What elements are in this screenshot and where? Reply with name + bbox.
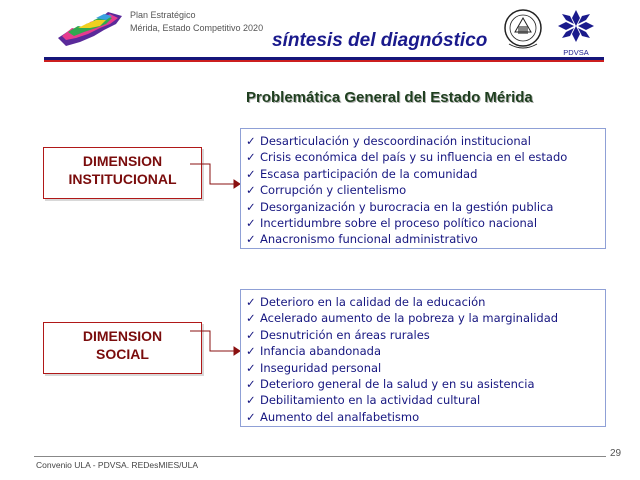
list-item-text: Debilitamiento en la actividad cultural: [260, 393, 481, 408]
list-item-text: Desnutrición en áreas rurales: [260, 327, 430, 342]
list-item: [246, 231, 605, 247]
list-item: [246, 409, 605, 425]
pdvsa-label: PDVSA: [563, 48, 589, 57]
list-item: [246, 294, 605, 310]
list-item-text: Aumento del analfabetismo: [260, 409, 420, 424]
check-icon: ✓: [246, 199, 256, 214]
list-item: [246, 133, 605, 149]
list-item-text: Deterioro general de la salud y en su asistencia: [260, 377, 535, 392]
list-item: [246, 182, 605, 198]
dimension-institucional-box: [43, 147, 202, 199]
list-item-text: Corrupción y clientelismo: [260, 183, 407, 198]
list-item-text: Acelerado aumento de la pobreza y la marginalidad: [260, 311, 559, 326]
list-item: [246, 376, 605, 392]
list-item: [246, 360, 605, 376]
check-icon: ✓: [246, 360, 256, 375]
list-item: [246, 392, 605, 408]
section-title: síntesis del diagnóstico: [272, 30, 488, 51]
list-item-text: Escasa participación de la comunidad: [260, 166, 478, 181]
connector-arrow-social: [190, 331, 240, 355]
header-divider-accent: [44, 60, 604, 62]
footer-divider: [34, 456, 606, 457]
list-item: [246, 310, 605, 326]
list-item: [246, 199, 605, 215]
list-item-text: Incertidumbre sobre el proceso político nacional: [260, 216, 538, 231]
check-icon: ✓: [246, 311, 256, 326]
dimension-label-line: DIMENSION: [82, 328, 163, 344]
list-item: [246, 166, 605, 182]
list-item-text: Crisis económica del país y su influencia en el estado: [260, 150, 568, 165]
footer-text: Convenio ULA - PDVSA. REDesMIES/ULA: [36, 460, 199, 470]
check-icon: ✓: [246, 409, 256, 424]
list-item-text: Infancia abandonada: [260, 344, 381, 359]
dimension-label-line: DIMENSION: [82, 153, 163, 169]
dimension-label-line: INSTITUCIONAL: [68, 171, 177, 187]
list-item-text: Desarticulación y descoordinación institucional: [260, 134, 531, 148]
list-item-text: Deterioro en la calidad de la educación: [260, 295, 486, 309]
list-item-text: Anacronismo funcional administrativo: [260, 232, 478, 247]
check-icon: ✓: [246, 134, 256, 148]
check-icon: ✓: [246, 216, 256, 231]
list-item: [246, 327, 605, 343]
check-icon: ✓: [246, 150, 256, 165]
check-icon: ✓: [246, 183, 256, 198]
check-icon: ✓: [246, 232, 256, 247]
check-icon: ✓: [246, 344, 256, 359]
page-number: 29: [610, 448, 622, 459]
list-item: [246, 149, 605, 165]
check-icon: ✓: [246, 166, 256, 181]
check-icon: ✓: [246, 295, 256, 309]
list-item: [246, 215, 605, 231]
plan-subtitle: Mérida, Estado Competitivo 2020: [130, 23, 264, 33]
check-icon: ✓: [246, 327, 256, 342]
check-icon: ✓: [246, 377, 256, 392]
social-problems-list: [240, 289, 606, 427]
merida-map-logo-icon: [56, 8, 126, 48]
page-title: Problemática General del Estado Mérida: [246, 89, 533, 106]
plan-title: Plan Estratégico: [130, 10, 196, 20]
pdvsa-logo-icon: [554, 8, 598, 58]
check-icon: ✓: [246, 393, 256, 408]
dimension-label-line: SOCIAL: [96, 346, 149, 362]
ula-seal-icon: [503, 8, 543, 52]
institucional-problems-list: [240, 128, 606, 249]
list-item-text: Inseguridad personal: [260, 360, 382, 375]
list-item-text: Desorganización y burocracia en la gestión publica: [260, 199, 554, 214]
connector-arrow-institucional: [190, 164, 240, 188]
list-item: [246, 343, 605, 359]
dimension-social-box: [43, 322, 202, 374]
